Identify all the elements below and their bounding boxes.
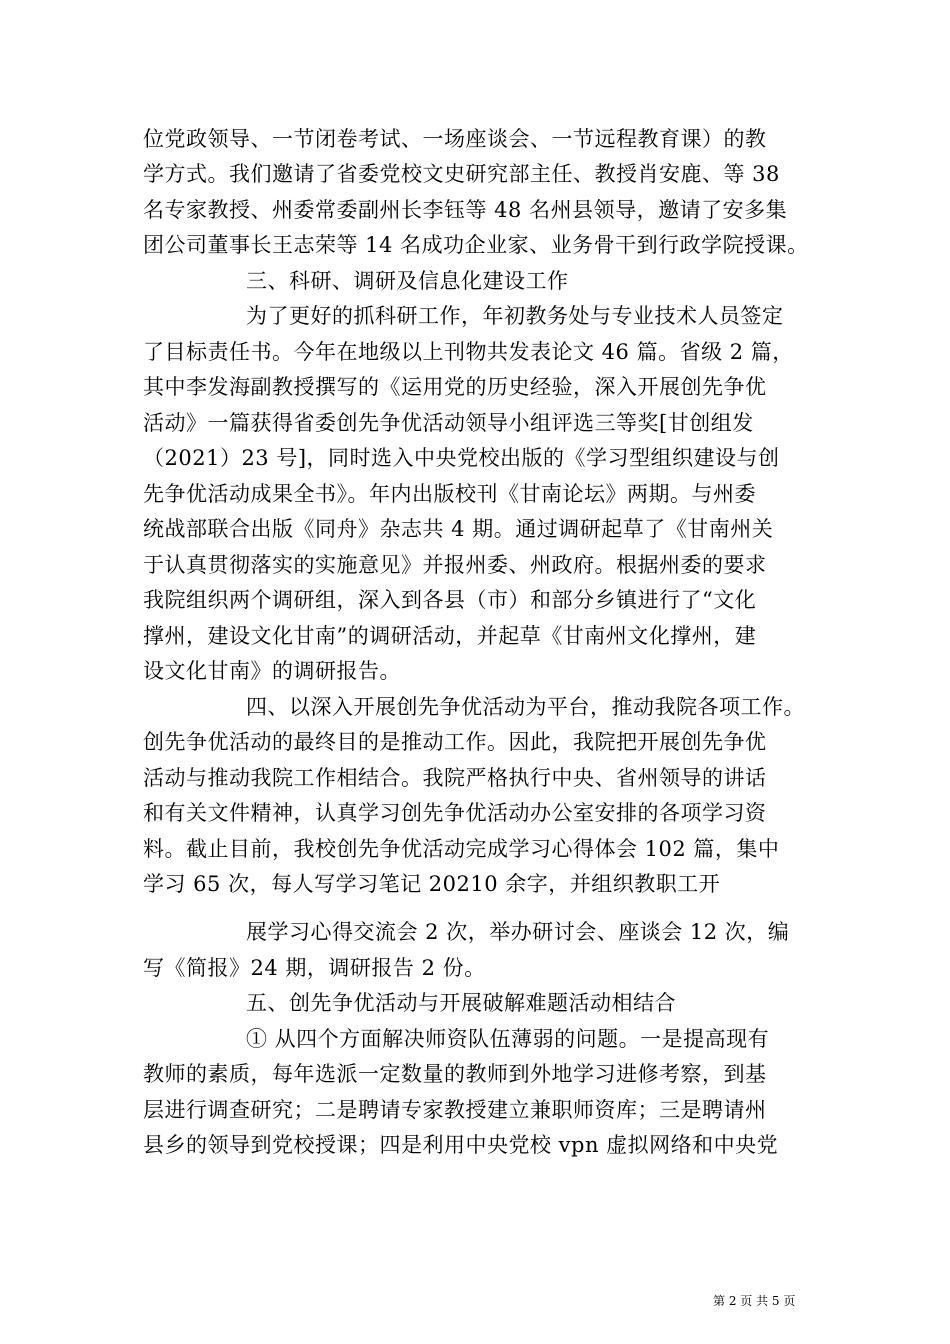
text-line: 了目标责任书。今年在地级以上刊物共发表论文 46 篇。省级 2 篇， bbox=[143, 340, 794, 364]
text-line: 先争优活动成果全书》。年内出版校刊《甘南论坛》两期。与州委 bbox=[143, 482, 756, 506]
section-heading: 三、科研、调研及信息化建设工作 bbox=[246, 269, 569, 293]
text-line: 学习 65 次，每人写学习笔记 20210 余字，并组织教职工开 bbox=[143, 872, 721, 896]
text-line: 位党政领导、一节闭卷考试、一场座谈会、一节远程教育课）的教 bbox=[143, 127, 767, 151]
text-line: 撑州，建设文化甘南”的调研活动，并起草《甘南州文化撑州，建 bbox=[143, 624, 757, 648]
text-line: 展学习心得交流会 2 次，举办研讨会、座谈会 12 次，编 bbox=[246, 920, 790, 944]
text-line: 名专家教授、州委常委副州长李钰等 48 名州县领导，邀请了安多集 bbox=[143, 198, 788, 222]
page-number-footer: 第 2 页 共 5 页 bbox=[713, 1294, 796, 1308]
text-line: 于认真贯彻落实的实施意见》并报州委、州政府。根据州委的要求 bbox=[143, 553, 767, 577]
text-line: 县乡的领导到党校授课；四是利用中央党校 vpn 虚拟网络和中央党 bbox=[143, 1133, 779, 1157]
text-line: 层进行调查研究；二是聘请专家教授建立兼职师资库；三是聘请州 bbox=[143, 1098, 767, 1122]
text-line: 料。截止目前，我校创先争优活动完成学习心得体会 102 篇，集中 bbox=[143, 837, 780, 861]
text-line: 活动与推动我院工作相结合。我院严格执行中央、省州领导的讲话 bbox=[143, 766, 767, 790]
text-line: 活动》一篇获得省委创先争优活动领导小组评选三等奖[甘创组发 bbox=[143, 411, 754, 435]
text-line: 我院组织两个调研组，深入到各县（市）和部分乡镇进行了“文化 bbox=[143, 588, 757, 612]
text-line: 写《简报》24 期，调研报告 2 份。 bbox=[143, 956, 486, 980]
paragraph-start: 为了更好的抓科研工作，年初教务处与专业技术人员签定 bbox=[246, 304, 784, 328]
section-heading: 五、创先争优活动与开展破解难题活动相结合 bbox=[246, 991, 676, 1015]
text-line: 设文化甘南》的调研报告。 bbox=[143, 659, 401, 683]
text-line: 其中李发海副教授撰写的《运用党的历史经验，深入开展创先争优 bbox=[143, 375, 767, 399]
text-line: 团公司董事长王志荣等 14 名成功企业家、业务骨干到行政学院授课。 bbox=[143, 233, 809, 257]
text-line: 学方式。我们邀请了省委党校文史研究部主任、教授肖安鹿、等 38 bbox=[143, 162, 780, 186]
text-line: 统战部联合出版《同舟》杂志共 4 期。通过调研起草了《甘南州关 bbox=[143, 517, 774, 541]
text-line: 创先争优活动的最终目的是推动工作。因此，我院把开展创先争优 bbox=[143, 730, 767, 754]
text-line: （2021）23 号]，同时选入中央党校出版的《学习型组织建设与创 bbox=[143, 446, 780, 470]
text-line: 和有关文件精神，认真学习创先争优活动办公室安排的各项学习资 bbox=[143, 801, 767, 825]
section-heading: 四、以深入开展创先争优活动为平台，推动我院各项工作。 bbox=[246, 695, 805, 719]
text-line: 教师的素质，每年选派一定数量的教师到外地学习进修考察，到基 bbox=[143, 1062, 767, 1086]
paragraph-start: ① 从四个方面解决师资队伍薄弱的问题。一是提高现有 bbox=[246, 1027, 770, 1051]
